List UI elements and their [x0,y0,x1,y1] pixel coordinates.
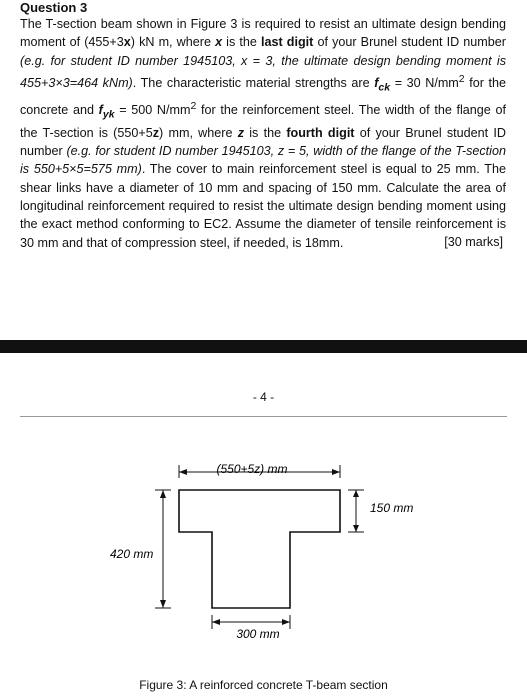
web-width-label: 300 mm [236,627,280,641]
flange-width-label: (550+5z) mm [216,462,288,476]
t-beam-diagram [0,450,527,665]
figure-caption: Figure 3: A reinforced concrete T-beam section [139,678,388,692]
page-separator [0,340,527,353]
question-text: The T-section beam shown in Figure 3 is required to resist an ultimate design bending moment of (455+3x) kN m, where x is the last digit of your Brunel student ID number (e.g. for student ID number 1945103, x = 3, the ultimate design bending moment is 455+3×3=464 kNm). The characteristic material strengths are $f_{ck} = 30$ $N/mm^2$ for the concrete and $f_{yk} = 500$ $N/mm^2$ for the reinforcement steel. The width of the flange of the T-section is (550+5z) mm, where z is the fourth digit of your Brunel student ID number (e.g. for student ID number 1945103, z = 5, width of the flange of the T-section is 550+5×5=575 mm). The cover to main reinforcement steel is equal to 25 mm. The shear links have a diameter of 10 mm and spacing of 150 mm. Calculate the area of longitudinal reinforcement required to resist the ultimate design bending moment using the exact method conforming to EC2. Assume the diameter of tensile reinforcement is 30 mm and that of compression steel, if needed, is 18mm. [20,17,507,250]
marks-label: [30 marks] [444,235,503,249]
question-title: Question 3 [20,0,88,15]
t-section-outline [179,490,340,608]
flange-depth-label: 150 mm [370,501,414,515]
total-depth-label: 420 mm [110,547,154,561]
divider-line [20,416,507,417]
page-number: - 4 - [252,390,275,404]
